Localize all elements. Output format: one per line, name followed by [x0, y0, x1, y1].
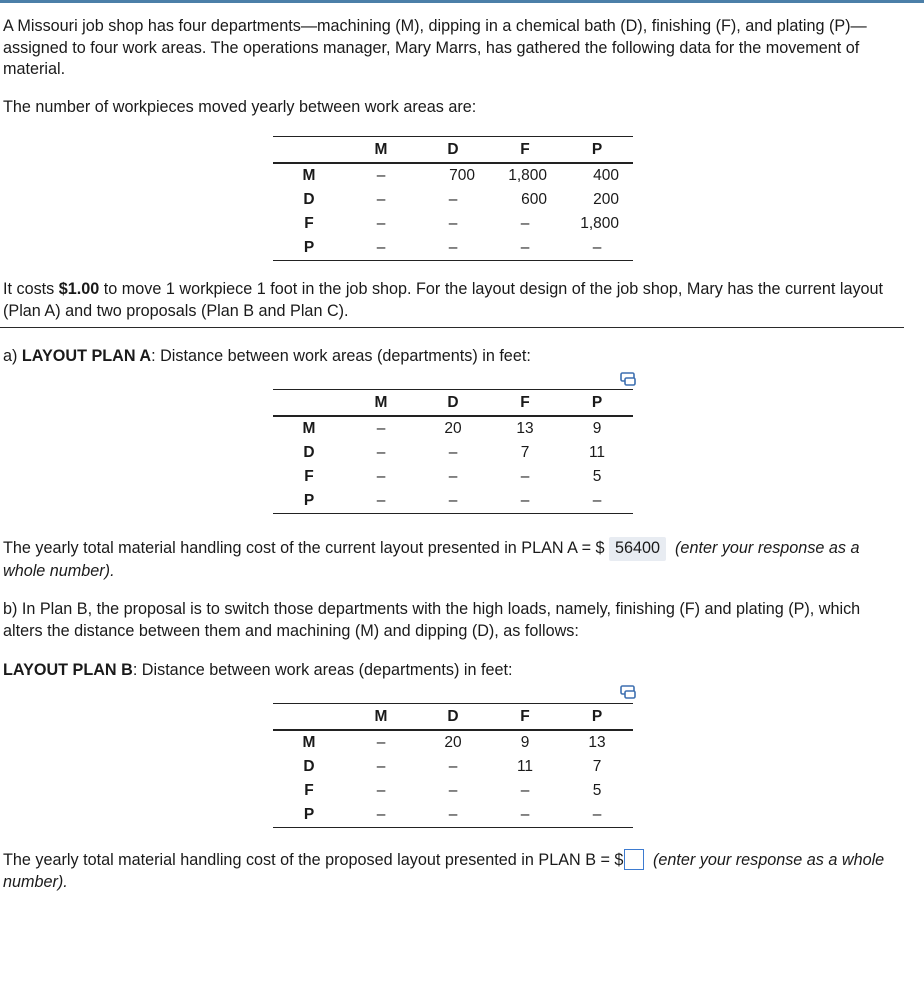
col-header: F: [520, 393, 530, 411]
table-row: F – – – 5: [273, 779, 633, 803]
row-label: D: [303, 444, 315, 461]
table-header-row: [273, 390, 633, 417]
col-header: M: [374, 707, 388, 725]
row-label: F: [304, 215, 314, 232]
table-row: P – – – –: [273, 489, 633, 514]
col-header: P: [591, 707, 603, 725]
section-divider: [0, 327, 904, 328]
part-b-intro: b) In Plan B, the proposal is to switch those departments with the high loads, namely, finishing (F) and plating (P), which alters the distance between them and machining (M) and dipping (D), as follows:: [3, 600, 861, 640]
col-header: D: [447, 707, 459, 725]
row-label: F: [304, 468, 314, 485]
table-row: M – 700 1,800 400: [273, 163, 633, 188]
col-header: M: [374, 393, 388, 411]
row-label: P: [303, 239, 315, 256]
cost-amount: $1.00: [58, 280, 100, 298]
col-header: F: [520, 707, 530, 725]
plan-b-question: The yearly total material handling cost of the proposed layout presented in PLAN B = $ (enter your response as a whole number).: [3, 851, 885, 891]
row-label: M: [302, 167, 316, 184]
cost-statement: It costs $1.00 to move 1 workpiece 1 foot in the job shop. For the layout design of the job shop, Mary has the current layout (Plan A) and two proposals (Plan B and Plan C).: [3, 280, 884, 320]
col-header: F: [520, 140, 530, 158]
table-header-row: [273, 704, 633, 731]
col-header: P: [591, 140, 603, 158]
row-label: M: [302, 734, 316, 751]
table-row: P – – – –: [273, 803, 633, 828]
table-row: M – 20 9 13: [273, 730, 633, 755]
part-a-heading: a) LAYOUT PLAN A: Distance between work areas (departments) in feet:: [3, 347, 531, 365]
plan-b-answer-input[interactable]: [624, 849, 644, 870]
table-row: M – 20 13 9: [273, 416, 633, 441]
copy-table-icon[interactable]: [620, 372, 636, 386]
flows-intro: The number of workpieces moved yearly between work areas are:: [3, 98, 477, 116]
row-label: D: [303, 191, 315, 208]
col-header: D: [447, 393, 459, 411]
flow-table: [273, 136, 633, 261]
table-header-row: [273, 137, 633, 164]
col-header: D: [447, 140, 459, 158]
table-row: F – – – 1,800: [273, 212, 633, 236]
col-header: M: [374, 140, 388, 158]
table-row: D – – 600 200: [273, 188, 633, 212]
problem-intro: A Missouri job shop has four departments—machining (M), dipping in a chemical bath (D), finishing (F), and plating (P)—assigned to four work areas. The operations manager, Mary Marrs, has gathered the following data for the movement of material.: [3, 17, 867, 78]
plan-b-distance-table: [273, 703, 633, 828]
plan-a-distance-table: [273, 389, 633, 514]
row-label: M: [302, 420, 316, 437]
table-row: P – – – –: [273, 236, 633, 261]
part-b-heading: LAYOUT PLAN B: Distance between work areas (departments) in feet:: [3, 661, 513, 679]
copy-table-icon[interactable]: [620, 685, 636, 699]
plan-a-hint: (enter your response as a whole number).: [3, 539, 860, 580]
row-label: P: [303, 806, 315, 823]
table-row: F – – – 5: [273, 465, 633, 489]
plan-a-question: The yearly total material handling cost of the current layout presented in PLAN A = $ 56400 (enter your response as a whole number).: [3, 539, 860, 580]
table-row: D – – 7 11: [273, 441, 633, 465]
row-label: P: [303, 492, 315, 509]
top-accent-bar: [0, 0, 924, 3]
table-row: D – – 11 7: [273, 755, 633, 779]
plan-a-answer-field[interactable]: 56400: [609, 537, 666, 561]
row-label: D: [303, 758, 315, 775]
row-label: F: [304, 782, 314, 799]
plan-b-hint: (enter your response as a whole number).: [3, 851, 885, 891]
col-header: P: [591, 393, 603, 411]
